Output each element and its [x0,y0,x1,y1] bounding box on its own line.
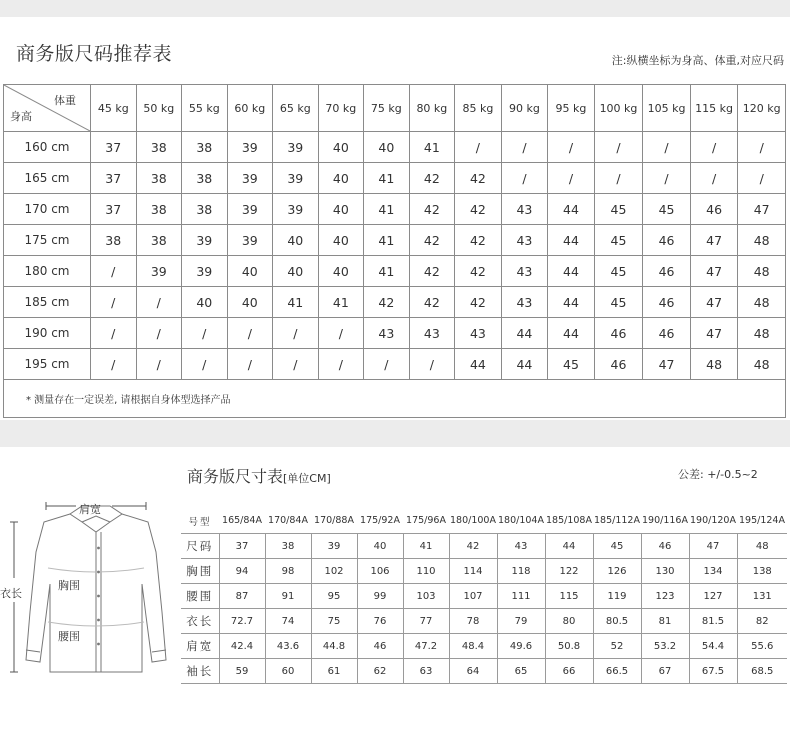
model-header: 180/104A [498,515,544,526]
size-cell: / [501,132,548,163]
size-cell: 44 [501,349,548,380]
row-label: 袖长 [181,659,219,684]
size-cell: 47 [690,225,738,256]
measurement-cell: 66 [545,659,593,684]
measurement-cell: 107 [449,584,497,609]
size-cell: / [594,132,643,163]
measurement-cell: 52 [593,634,641,659]
row-label: 腰围 [181,584,219,609]
size-cell: 38 [182,132,228,163]
measurement-cell: 131 [737,584,787,609]
size-cell: 45 [594,194,643,225]
height-cell: 185 cm [4,287,91,318]
size-cell: / [182,318,228,349]
table-row [4,256,786,287]
height-cell: 170 cm [4,194,91,225]
measurement-cell: 45 [593,534,641,559]
size-cell: 40 [227,256,273,287]
shirt-measurement-icon [0,492,180,684]
size-cell: 38 [182,163,228,194]
size-cell: 47 [690,318,738,349]
table-row [181,534,787,559]
measurement-cell: 42.4 [219,634,265,659]
measurement-cell: 46 [641,534,689,559]
measurement-cell: 76 [357,609,403,634]
size-cell: / [594,163,643,194]
measurement-cell: 126 [593,559,641,584]
size-cell: 48 [738,318,786,349]
height-cell: 180 cm [4,256,91,287]
size-cell: 43 [364,318,410,349]
model-header: 175/92A [360,515,400,526]
table-row [4,194,786,225]
measurement-cell: 67 [641,659,689,684]
measurement-cell: 66.5 [593,659,641,684]
model-header: 180/100A [450,515,496,526]
measurement-cell: 39 [311,534,357,559]
table-row [4,318,786,349]
measurement-cell: 110 [403,559,449,584]
height-cell: 165 cm [4,163,91,194]
size-cell: 47 [643,349,691,380]
measurement-cell: 40 [357,534,403,559]
recommendation-title: 商务版尺码推荐表 [16,43,173,65]
measurement-cell: 111 [497,584,545,609]
measurement-cell: 65 [497,659,545,684]
measurement-cell: 47 [689,534,737,559]
size-cell: 44 [548,256,595,287]
size-cell: 41 [364,225,410,256]
size-cell: / [91,349,137,380]
size-cell: 38 [91,225,137,256]
measurement-cell: 47.2 [403,634,449,659]
measurement-cell: 59 [219,659,265,684]
measurement-cell: 119 [593,584,641,609]
size-cell: 45 [594,256,643,287]
size-cell: / [548,163,595,194]
measurement-cell: 87 [219,584,265,609]
size-cell: 39 [227,132,273,163]
measurement-cell: 48 [737,534,787,559]
weight-header: 45 kg [91,85,137,132]
row-label: 衣长 [181,609,219,634]
size-cell: / [318,318,364,349]
size-cell: 43 [501,225,548,256]
size-cell: 46 [643,256,691,287]
length-label: 衣长 [0,587,22,600]
row-label: 胸围 [181,559,219,584]
measurement-cell: 75 [311,609,357,634]
size-cell: 48 [738,287,786,318]
measurement-cell: 102 [311,559,357,584]
size-cell: 45 [594,225,643,256]
measurement-cell: 38 [265,534,311,559]
size-cell: 47 [690,287,738,318]
height-axis-label: 身高 [10,110,32,123]
weight-axis-label: 体重 [54,94,76,107]
size-chart-unit: [单位CM] [283,472,331,485]
size-cell: 43 [501,194,548,225]
size-cell: 44 [548,194,595,225]
size-cell: 38 [136,194,182,225]
size-cell: 42 [455,194,502,225]
size-cell: 40 [318,163,364,194]
size-cell: 43 [501,256,548,287]
size-cell: 42 [455,256,502,287]
table-row [4,349,786,380]
size-cell: 37 [91,163,137,194]
measurement-cell: 81 [641,609,689,634]
measurement-cell: 98 [265,559,311,584]
size-cell: 39 [227,194,273,225]
height-cell: 195 cm [4,349,91,380]
measurement-cell: 79 [497,609,545,634]
size-cell: 46 [643,318,691,349]
row-label: 号型 [188,516,212,528]
measurement-cell: 43 [497,534,545,559]
weight-header: 80 kg [409,85,455,132]
weight-header: 120 kg [738,85,786,132]
size-cell: 39 [227,163,273,194]
size-cell: 43 [409,318,455,349]
weight-header: 100 kg [594,85,643,132]
model-header-row [181,508,787,534]
measurement-cell: 63 [403,659,449,684]
measurement-cell: 44.8 [311,634,357,659]
size-cell: 41 [318,287,364,318]
size-cell: 40 [318,225,364,256]
size-cell: / [91,287,137,318]
measurement-cell: 67.5 [689,659,737,684]
size-cell: 40 [318,194,364,225]
measurement-cell: 46 [357,634,403,659]
measurement-cell: 80 [545,609,593,634]
size-measurement-table [181,508,787,684]
footnote-row [4,380,786,418]
measurement-cell: 95 [311,584,357,609]
size-cell: 38 [136,132,182,163]
measurement-cell: 54.4 [689,634,737,659]
size-cell: 46 [643,287,691,318]
table-row [181,634,787,659]
model-header: 190/120A [690,515,736,526]
measurement-cell: 64 [449,659,497,684]
size-chart-title-text: 商务版尺寸表 [187,467,284,486]
table-row [4,163,786,194]
model-header: 185/112A [594,515,640,526]
measurement-cell: 62 [357,659,403,684]
measurement-cell: 61 [311,659,357,684]
measurement-cell: 138 [737,559,787,584]
measurement-cell: 81.5 [689,609,737,634]
size-cell: 42 [409,287,455,318]
size-cell: / [91,318,137,349]
measurement-cell: 68.5 [737,659,787,684]
measurement-cell: 72.7 [219,609,265,634]
measurement-cell: 53.2 [641,634,689,659]
size-cell: 40 [364,132,410,163]
measurement-cell: 115 [545,584,593,609]
measurement-cell: 94 [219,559,265,584]
size-cell: 41 [273,287,319,318]
weight-header: 90 kg [501,85,548,132]
size-cell: 44 [548,225,595,256]
model-header: 170/84A [268,515,308,526]
size-cell: 38 [182,194,228,225]
size-cell: 39 [273,163,319,194]
size-cell: 48 [690,349,738,380]
measurement-cell: 80.5 [593,609,641,634]
size-cell: 37 [91,194,137,225]
measurement-cell: 127 [689,584,737,609]
size-cell: / [643,132,691,163]
measurement-cell: 43.6 [265,634,311,659]
measurement-cell: 122 [545,559,593,584]
size-cell: / [548,132,595,163]
table-row [181,559,787,584]
model-header: 165/84A [222,515,262,526]
weight-header: 85 kg [455,85,502,132]
measurement-cell: 77 [403,609,449,634]
row-label: 肩宽 [181,634,219,659]
size-cell: / [136,287,182,318]
measurement-cell: 55.6 [737,634,787,659]
size-cell: 38 [136,225,182,256]
table-row [4,287,786,318]
size-cell: 46 [594,318,643,349]
size-cell: 38 [136,163,182,194]
size-cell: 44 [455,349,502,380]
size-cell: 39 [273,194,319,225]
size-cell: / [227,318,273,349]
height-cell: 160 cm [4,132,91,163]
size-cell: 40 [182,287,228,318]
size-cell: 42 [455,163,502,194]
size-cell: 42 [409,194,455,225]
size-cell: / [364,349,410,380]
weight-header: 115 kg [690,85,738,132]
size-cell: 41 [409,132,455,163]
size-cell: 46 [643,225,691,256]
size-cell: 43 [501,287,548,318]
measurement-cell: 114 [449,559,497,584]
size-cell: 42 [409,256,455,287]
tolerance-note: 公差: +/-0.5~2 [678,468,758,481]
measurement-cell: 42 [449,534,497,559]
size-cell: / [91,256,137,287]
model-header: 175/96A [406,515,446,526]
size-cell: 41 [364,194,410,225]
size-cell: 48 [738,256,786,287]
measurement-cell: 60 [265,659,311,684]
measurement-cell: 91 [265,584,311,609]
size-cell: 48 [738,349,786,380]
table-row [4,225,786,256]
size-cell: / [501,163,548,194]
size-cell: 45 [594,287,643,318]
size-cell: 44 [548,287,595,318]
weight-header: 60 kg [227,85,273,132]
size-cell: / [738,163,786,194]
size-cell: / [273,318,319,349]
size-cell: 37 [91,132,137,163]
size-recommendation-table [3,84,786,418]
measurement-cell: 103 [403,584,449,609]
measurement-cell: 50.8 [545,634,593,659]
measurement-cell: 99 [357,584,403,609]
footnote-text: * 测量存在一定误差, 请根据自身体型选择产品 [4,380,786,418]
size-cell: 40 [318,132,364,163]
chest-label: 胸围 [58,579,80,592]
waist-label: 腰围 [58,630,80,643]
size-cell: / [643,163,691,194]
size-cell: 43 [455,318,502,349]
height-cell: 175 cm [4,225,91,256]
size-cell: 42 [455,287,502,318]
size-cell: 42 [455,225,502,256]
size-cell: / [182,349,228,380]
size-cell: / [690,132,738,163]
size-cell: 40 [318,256,364,287]
weight-header: 75 kg [364,85,410,132]
size-cell: 48 [738,225,786,256]
size-cell: / [318,349,364,380]
size-cell: / [227,349,273,380]
weight-header: 70 kg [318,85,364,132]
measurement-cell: 106 [357,559,403,584]
weight-header: 50 kg [136,85,182,132]
measurement-cell: 37 [219,534,265,559]
table-row [181,584,787,609]
size-cell: / [690,163,738,194]
model-header: 195/124A [739,515,785,526]
size-cell: 45 [548,349,595,380]
size-cell: 44 [548,318,595,349]
size-cell: 42 [409,225,455,256]
weight-header: 105 kg [643,85,691,132]
size-cell: 45 [643,194,691,225]
size-cell: 39 [182,256,228,287]
measurement-cell: 82 [737,609,787,634]
size-cell: / [455,132,502,163]
size-cell: 41 [364,163,410,194]
size-cell: 46 [690,194,738,225]
measurement-cell: 48.4 [449,634,497,659]
size-cell: 44 [501,318,548,349]
size-cell: 47 [738,194,786,225]
size-cell: 42 [364,287,410,318]
size-cell: 39 [273,132,319,163]
weight-header: 65 kg [273,85,319,132]
size-cell: 42 [409,163,455,194]
model-header: 170/88A [314,515,354,526]
size-chart-title [187,464,331,487]
measurement-cell: 44 [545,534,593,559]
model-header: 190/116A [642,515,688,526]
height-cell: 190 cm [4,318,91,349]
size-cell: / [273,349,319,380]
measurement-cell: 130 [641,559,689,584]
table-row [4,132,786,163]
size-cell: 41 [364,256,410,287]
measurement-cell: 118 [497,559,545,584]
table-corner-header [4,85,91,132]
shoulder-width-label: 肩宽 [79,503,101,516]
measurement-cell: 134 [689,559,737,584]
size-cell: / [136,349,182,380]
model-header: 185/108A [546,515,592,526]
size-cell: 40 [273,256,319,287]
measurement-cell: 49.6 [497,634,545,659]
recommendation-note: 注:纵横坐标为身高、体重,对应尺码 [611,54,784,67]
size-cell: 39 [182,225,228,256]
table-row [181,659,787,684]
size-cell: 40 [227,287,273,318]
measurement-cell: 74 [265,609,311,634]
size-cell: / [136,318,182,349]
weight-header: 95 kg [548,85,595,132]
size-cell: / [738,132,786,163]
size-cell: 39 [227,225,273,256]
measurement-cell: 41 [403,534,449,559]
size-cell: 46 [594,349,643,380]
table-row [181,609,787,634]
size-cell: 47 [690,256,738,287]
row-label: 尺码 [181,534,219,559]
measurement-cell: 78 [449,609,497,634]
size-cell: / [409,349,455,380]
measurement-cell: 123 [641,584,689,609]
size-cell: 39 [136,256,182,287]
weight-header: 55 kg [182,85,228,132]
size-cell: 40 [273,225,319,256]
